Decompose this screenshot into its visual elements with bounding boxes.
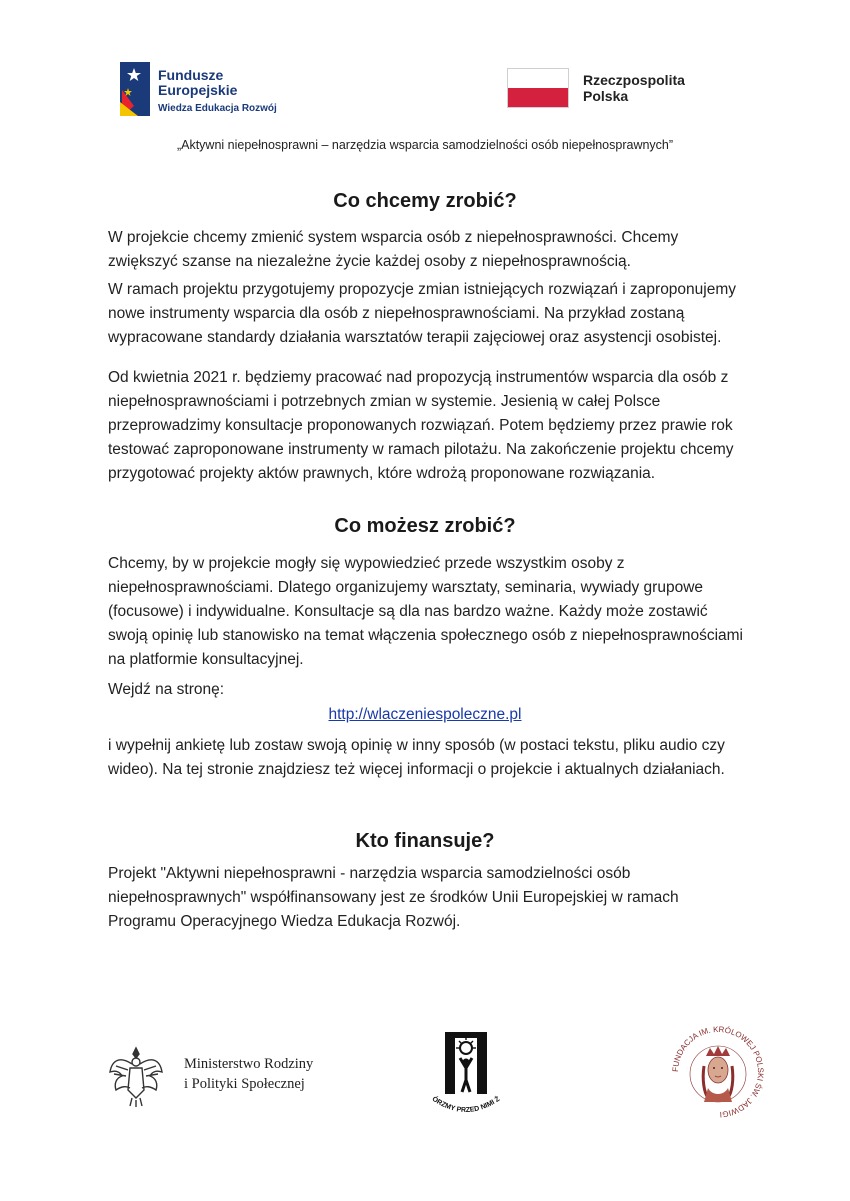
polish-eagle-icon [108, 1042, 164, 1108]
eu-logo-line2: Europejskie [158, 82, 238, 98]
paragraph-fund-1: Projekt "Aktywni niepełnosprawni - narzędzia wsparcia samodzielności osób niepełnosprawnych" współfinansowany jest ze środków Unii Europejskiej w ramach Programu Operacyjnego Wiedza Edukacja Rozwój. [108, 865, 679, 930]
rp-logo-line1: Rzeczpospolita [583, 72, 685, 88]
foundation-logo [668, 1022, 768, 1122]
heading-fund: Kto finansuje? [355, 830, 495, 852]
open-life-logo [420, 1028, 510, 1128]
foundation-ring-text: FUNDACJA IM. KRÓLOWEJ POLSKI ŚW. JADWIGI [670, 1024, 766, 1119]
rp-logo-line2: Polska [583, 88, 629, 104]
paragraph-can-2: i wypełnij ankietę lub zostaw swoją opinię w inny sposób (w postaci tekstu, pliku audio czy wideo). Na tej stronie znajdziesz też więcej informacji o projekcie i aktualnych działaniach. [108, 737, 725, 778]
visit-label: Wejdź na stronę: [108, 681, 225, 698]
ministry-line2: i Polityki Społecznej [184, 1076, 305, 1092]
eu-logo-line1: Fundusze [158, 67, 224, 83]
project-title: „Aktywni niepełnosprawni – narzędzia wsparcia samodzielności osób niepełnosprawnych” [176, 138, 674, 152]
eu-funds-logo [120, 62, 280, 118]
eu-logo-line3: Wiedza Edukacja Rozwój [158, 103, 277, 114]
paragraph-what-3: Od kwietnia 2021 r. będziemy pracować nad propozycją instrumentów wsparcia dla osób z niepełnosprawnościami i potrzebnych zmian w systemie. Jesienią w całej Polsce przeprowadzimy konsultacje proponowanych rozwiązań. Potem będziemy przez prawie rok testować zaproponowane instrumenty w ramach pilotażu. Na zakończenie projektu chcemy przygotować projekty aktów prawnych, które wdrożą proponowane rozwiązania. [108, 369, 734, 482]
paragraph-what-1: W projekcie chcemy zmienić system wsparcia osób z niepełnosprawności. Chcemy zwiększyć szanse na niezależne życie każdej osoby z niepełnosprawnością. [108, 229, 679, 270]
polish-flag-icon [507, 68, 569, 108]
consultation-link-wrap [0, 706, 850, 724]
center-logo-text: ÓRZMY PRZED NIMI Ż [430, 1095, 502, 1115]
paragraph-can-1: Chcemy, by w projekcie mogły się wypowiedzieć przede wszystkim osoby z niepełnosprawnościami. Dlatego organizujemy warsztaty, seminaria, wywiady grupowe (focusowe) i indywidualne. Konsultacje są dla nas bardzo ważne. Każdy może zostawić swoją opinię lub stanowisko na temat włączenia społecznego osób z niepełnosprawnościami na platformie konsultacyjnej. [108, 555, 744, 668]
paragraph-what-2: W ramach projektu przygotujemy propozycje zmian istniejących rozwiązań i zaproponujemy nowe instrumenty wsparcia dla osób z niepełnosprawnościami. Na przykład zostaną wypracowane standardy działania warsztatów terapii zajęciowej oraz asystencji osobistej. [108, 281, 737, 346]
eu-funds-flag-icon [120, 62, 150, 116]
ministry-line1: Ministerstwo Rodziny [184, 1056, 314, 1072]
rp-logo [507, 68, 707, 110]
open-door-figure-icon [420, 1028, 510, 1128]
heading-can: Co możesz zrobić? [334, 515, 516, 537]
queen-portrait-icon [668, 1022, 768, 1122]
consultation-link[interactable]: http://wlaczeniespoleczne.pl [328, 706, 522, 723]
heading-what: Co chcemy zrobić? [333, 190, 517, 212]
ministry-logo [108, 1042, 348, 1112]
